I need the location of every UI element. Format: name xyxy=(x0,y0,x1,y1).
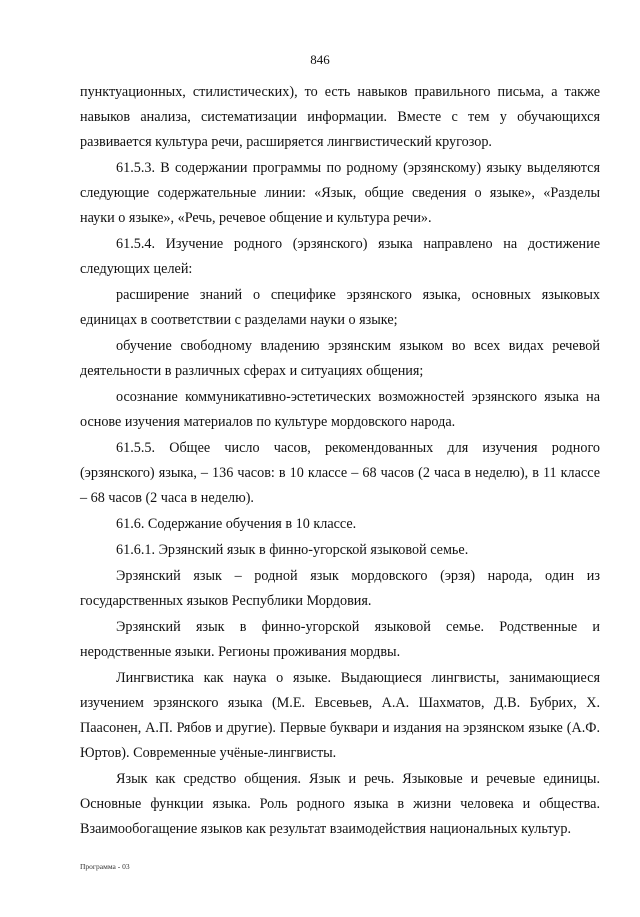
paragraph-language-family: Эрзянский язык в финно-угорской языковой семье. Родственные и неродственные языки. Регионы проживания мордвы. xyxy=(80,619,600,660)
section-heading-61-6: 61.6. Содержание обучения в 10 классе. xyxy=(116,516,357,532)
goal-item-1: расширение знаний о специфике эрзянского языка, основных языковых единицах в соответствии с разделами науки о языке; xyxy=(80,287,600,328)
paragraph-language-communication: Язык как средство общения. Язык и речь. Языковые и речевые единицы. Основные функции языка. Роль родного языка в жизни человека и общества. Взаимообогащение языков как результат взаимодействия национальных культур. xyxy=(80,771,600,837)
paragraph-61-5-3: 61.5.3. В содержании программы по родному (эрзянскому) языку выделяются следующие содержательные линии: «Язык, общие сведения о языке», «Разделы науки о языке», «Речь, речевое общение и культура речи». xyxy=(80,160,600,226)
paragraph-61-5-5: 61.5.5. Общее число часов, рекомендованных для изучения родного (эрзянского) языка, – 136 часов: в 10 классе – 68 часов (2 часа в неделю), в 11 классе – 68 часов (2 часа в неделю). xyxy=(80,440,600,506)
paragraph-61-5-4: 61.5.4. Изучение родного (эрзянского) языка направлено на достижение следующих целей: xyxy=(80,236,600,277)
paragraph-continuation: пунктуационных, стилистических), то есть навыков правильного письма, а также навыков анализа, систематизации информации. Вместе с тем у обучающихся развивается культура речи, расширяется лингвистический кругозор. xyxy=(80,84,600,150)
section-heading-61-6-1: 61.6.1. Эрзянский язык в финно-угорской языковой семье. xyxy=(116,542,469,558)
goal-item-3: осознание коммуникативно-эстетических возможностей эрзянского языка на основе изучения материалов по культуре мордовского народа. xyxy=(80,389,600,430)
document-body xyxy=(80,80,600,842)
page-number: 846 xyxy=(310,52,330,67)
goal-item-2: обучение свободному владению эрзянским языком во всех видах речевой деятельности в различных сферах и ситуациях общения; xyxy=(80,338,600,379)
paragraph-erzya-native: Эрзянский язык – родной язык мордовского (эрзя) народа, один из государственных языков Республики Мордовия. xyxy=(80,568,600,609)
paragraph-linguistics: Лингвистика как наука о языке. Выдающиеся лингвисты, занимающиеся изучением эрзянского языка (М.Е. Евсевьев, А.А. Шахматов, Д.В. Бубрих, Х. Паасонен, А.П. Рябов и другие). Первые буквари и издания на эрзянском языке (А.Ф. Юртов). Современные учёные-лингвисты. xyxy=(80,670,600,761)
footer-note: Программа - 03 xyxy=(80,862,130,871)
